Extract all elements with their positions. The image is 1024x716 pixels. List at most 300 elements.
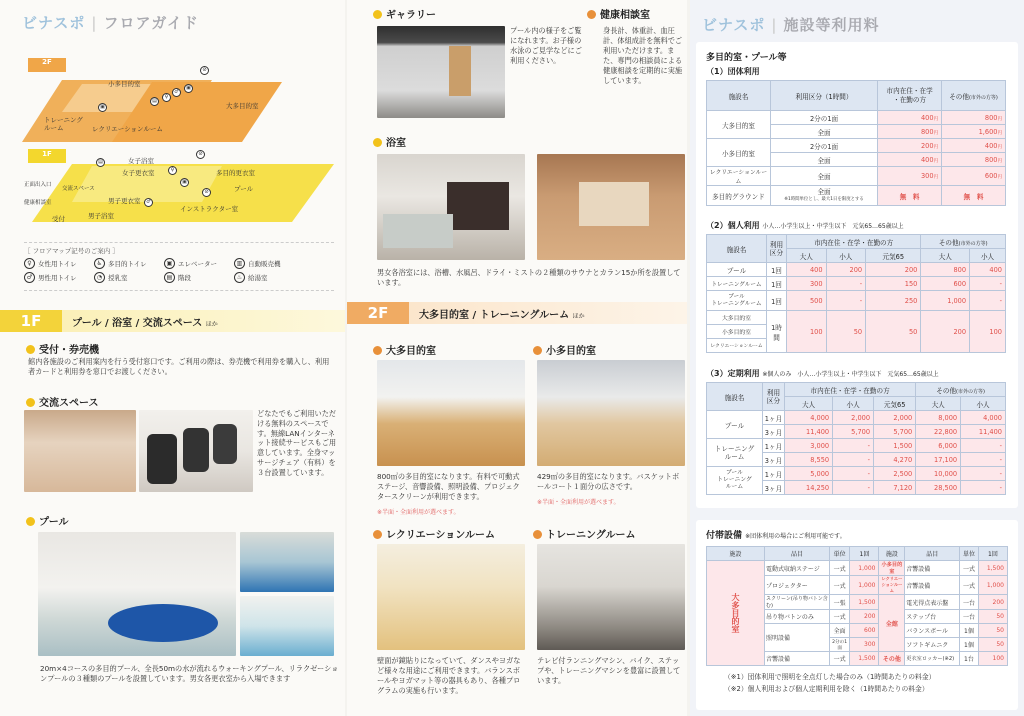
price: - [826,277,866,291]
male-toilet-icon: ♂ [144,198,153,207]
periodic-fee-table [706,382,1006,495]
price: 17,100 [916,453,961,467]
price: 8,000 [916,411,961,425]
group-fee-table [706,80,1006,206]
elevator-icon: ▣ [98,103,107,112]
periodic-use-title: （3）定期利用 [706,369,760,378]
price: 7,120 [874,481,916,495]
table-cell: 1回 [767,291,787,311]
massage-chair-photo [139,410,253,492]
table-cell: 1ヶ月 [763,467,785,481]
price: 400 [970,263,1006,277]
yen: 円 [933,130,939,136]
price: 300 [920,172,934,180]
brand-logo: ビナスポ [702,16,766,34]
heading-text: 大多目的室 [386,346,436,357]
accessible-toilet-icon: ♿ [94,258,105,269]
heading-text: 受付・券売機 [39,345,99,356]
floor-2f-label: 2F [42,58,52,66]
floor-1f-label: 1F [42,150,52,158]
heading-text: 小多目的室 [546,346,596,357]
heading-text: 浴室 [386,138,406,149]
table-cell: プール [707,263,767,277]
price: 無 料 [878,186,942,206]
elevator-icon: ▣ [180,178,189,187]
price: 800 [984,155,998,164]
th-text: その他 [936,386,957,395]
table-cell: バランスボール [905,624,960,638]
table-cell: レクリエーションルーム [879,576,905,595]
th: 施設名 [707,383,763,411]
price: 400 [920,113,934,122]
th: 市内在住・在学・在勤の方 [785,383,916,397]
th: 単位 [960,547,979,561]
map-room-label: 男子更衣室 [108,197,141,205]
table-cell: 大多目的室 [707,111,771,139]
th: 1回 [850,547,879,561]
yen: 円 [997,175,1002,180]
vending-machine-icon: ▥ [234,258,245,269]
th: 大人 [787,249,827,263]
th-text: その他 [938,238,959,247]
table-cell: ステップ台 [905,610,960,624]
footnote-1: （※1）団体利用で照明を全点灯した場合のみ（1時間あたりの料金） [724,673,936,681]
band-title: 大多目的室 / トレーニングルーム [419,309,570,321]
yokushitsu-heading [373,134,406,149]
table-cell: トレーニングルーム [707,277,767,291]
heading-text: ギャラリー [386,10,436,21]
th-sub: (市外の方等) [956,388,985,395]
bath-photo [377,154,525,260]
training-room-photo [537,544,685,650]
legend-label: 男性用トイレ [38,274,77,282]
table-cell: 1時間 [767,311,787,353]
yen: 円 [933,175,939,180]
table-cell: 1個 [960,638,979,652]
legend-item [234,272,304,283]
price: 400 [984,141,998,150]
price: - [833,467,874,481]
page-title: フロアガイド [103,14,199,32]
koryu-photo [24,410,136,492]
band-title: プール / 浴室 / 交流スペース [72,317,203,329]
table-cell: プール トレーニングルーム [707,291,767,311]
sauna-photo [537,154,685,260]
th: 1回 [978,547,1007,561]
table-cell: 全面 [817,187,831,196]
heading-text: トレーニングルーム [546,530,636,541]
brand-logo: ビナスポ [22,14,86,32]
table-cell: 全館 [879,595,905,652]
price: 6,000 [916,439,961,453]
small-hall-photo [537,360,685,466]
sho-heading [533,342,596,357]
stairs-icon: ▤ [164,272,175,283]
table-cell: 一式 [960,576,979,595]
price: 5,700 [833,425,874,439]
price: 1,600 [978,127,998,136]
th: 元気65 [866,249,921,263]
yen: 円 [997,130,1002,136]
price: 400 [920,155,934,164]
map-room-label: 女子更衣室 [122,169,155,177]
training-heading [533,526,636,541]
legend-item [164,272,234,283]
price: 14,250 [785,481,833,495]
yen: 円 [933,116,939,122]
th-sub: (市外の方等) [968,94,998,101]
yen: 円 [933,144,939,150]
personal-fee-table [706,234,1006,353]
table-cell: 2分の1面 [770,139,877,153]
section-band-2f [347,302,687,324]
group-use-title: （1）団体利用 [706,67,760,76]
female-toilet-icon: ♀ [24,258,35,269]
heading-text: 交流スペース [39,398,99,409]
price: 4,270 [874,453,916,467]
price: 300 [787,277,827,291]
section-title: 多目的室・プール等 [706,53,787,63]
large-hall-photo [377,360,525,466]
price: 28,500 [916,481,961,495]
th: 品目 [905,547,960,561]
table-cell: 1ヶ月 [763,411,785,425]
th: 施設名 [707,81,771,111]
fee-heading: ビナスポ | 施設等利用料 [702,16,880,34]
no-entry-icon: ⊘ [196,150,205,159]
table-cell: 音響設備 [905,576,960,595]
stairs-icon: ▤ [96,158,105,167]
legend-label: 自動販売機 [248,260,281,268]
personal-note: 小人…小学生以上・中学生以下 元気65…65歳以上 [762,223,904,230]
table-cell: 1台 [960,652,979,666]
price: - [961,453,1006,467]
price: 500 [787,291,827,311]
price: 100 [978,652,1007,666]
legend-item [94,258,164,269]
price: 50 [978,610,1007,624]
band-floor-label: 2F [367,304,389,322]
gallery-text: プール内の様子をご覧になれます。お子様の水泳のご見学などにご利用ください。 [510,26,582,65]
price: - [961,481,1006,495]
price: - [833,453,874,467]
map-legend [24,242,334,291]
price: - [833,481,874,495]
map-room-label: レクリエーションルーム [92,125,163,133]
periodic-note: ※個人のみ 小人…小学生以上・中学生以下 元気65…65歳以上 [762,371,939,378]
price: 800 [921,263,970,277]
price: 600 [921,277,970,291]
price: 800 [984,113,998,122]
sho-text: 429㎡の多目的室になります。バスケットボールコート１面分の広さです。 [537,472,680,491]
price: 5,000 [785,467,833,481]
price: 50 [978,638,1007,652]
table-cell: 電動式収納ステージ [765,561,830,576]
table-cell: スクリーン(吊り物バトン含む) [766,596,828,609]
map-room-label: 交流スペース [62,186,95,192]
legend-title: ［ フロアマップ記号のご案内 ］ [24,247,119,255]
price: 200 [850,610,879,624]
yen: 円 [997,144,1002,150]
yen: 円 [997,116,1002,122]
section-band-1f [0,310,345,332]
map-room-label: 小多目的室 [108,80,141,88]
table-cell: 1回 [767,277,787,291]
th: 市内在住・在学 ・在勤の方 [878,81,942,111]
band-hoka: ほか [572,312,585,320]
table-cell: その他 [879,652,905,666]
th: 大人 [921,249,970,263]
price: 22,800 [916,425,961,439]
th-text: その他 [949,92,969,101]
koryu-text: どなたでもご利用いただける無料のスペースです。無線LANインターネット接続サービスもご用意しています。全身マッサージチェア（有料）を３台設置しています。 [257,409,337,477]
training-text: テレビ付ランニングマシン、バイク、ステップや、トレーニングマシンを豊富に設置しています。 [537,656,681,685]
price: 1,000 [850,561,879,576]
male-toilet-icon: ♂ [172,88,181,97]
recreation-room-photo [377,544,525,650]
rec-text: 壁面が鏡貼りになっていて、ダンスやヨガなど様々な用途にご利用できます。バランスボールやヨガマット等の器具もあり、各種プログラムの実施も行います。 [377,656,521,695]
th: 小人 [833,397,874,411]
table-cell: 1個 [960,624,979,638]
page-title: 施設等利用料 [783,16,880,34]
walking-pool-photo [240,532,334,592]
elevator-icon: ▣ [164,258,175,269]
table-cell: 一式 [829,576,850,595]
table-cell: 更衣室ロッカー(※2) [905,652,960,666]
yen: 円 [933,158,939,164]
th: 施設名 [707,235,767,263]
price: 無 料 [942,186,1006,206]
table-cell: レクリエーションルーム [707,339,767,353]
table-cell: 1回 [767,263,787,277]
no-entry-icon: ⊘ [200,66,209,75]
table-cell: 一台 [960,610,979,624]
price: 250 [866,291,921,311]
price: 11,400 [785,425,833,439]
price: 2,500 [874,467,916,481]
table-cell: 全面 [770,125,877,139]
table-cell: 小多目的室 [707,139,771,167]
dai-text: 800㎡の多目的室になります。有料で可動式ステージ、音響設備、照明設備、プロジェクタースクリーンが利用できます。 [377,472,520,501]
map-room-label: プール [234,185,254,193]
price: 1,500 [874,439,916,453]
th: 利用区分（1時間） [770,81,877,111]
uketsuke-heading [26,341,99,356]
price: 10,000 [916,467,961,481]
price: 100 [970,311,1006,353]
table-cell: 照明設備 [765,624,830,652]
table-cell: 2分の1面 [770,111,877,125]
table-cell: 大多目的室 [707,561,765,666]
female-toilet-icon: ♀ [168,166,177,175]
th: 施設 [879,547,905,561]
price: 1,000 [850,576,879,595]
th-sub: (市外の方等) [958,240,988,247]
sho-note: ※半面・全面利用が選べます。 [537,499,620,506]
price: 200 [978,595,1007,610]
heading-text: 健康相談室 [600,10,650,21]
table-cell: 3ヶ月 [763,425,785,439]
legend-label: 多目的トイレ [108,260,147,268]
legend-label: 階段 [178,274,191,282]
legend-item [234,258,304,269]
price: 800 [920,127,934,136]
kenko-text: 身長計、体重計、血圧計、体組成計を無料でご利用いただけます。また、専門の相談員による健康相談を定期的に実施しています。 [603,26,683,85]
table-cell: 多目的グラウンド [707,186,771,206]
map-room-label: 健康相談室 [24,200,52,206]
legend-label: 女性用トイレ [38,260,77,268]
th: 施設 [707,547,765,561]
no-entry-icon: ⊘ [202,188,211,197]
price: - [970,277,1006,291]
map-room-label: 男子浴室 [88,212,114,220]
table-cell: 吊り物バトンのみ [765,610,830,624]
map-room-label: トレーニング ルーム [44,116,83,132]
price: 600 [850,624,879,638]
price: 100 [787,311,827,353]
facility-panel [347,0,687,716]
table-cell: 一台 [960,595,979,610]
pool-heading [26,513,69,528]
elevator-icon: ▣ [184,84,193,93]
legend-item [164,258,234,269]
table-cell: 小多目的室 [707,325,767,339]
table-cell: 全面 [770,153,877,167]
price: 1,500 [850,652,879,666]
relaxation-pool-photo [240,596,334,656]
legend-label: 給湯室 [248,274,268,282]
pool-text: 20m×4コースの多目的プール、全長50mの水が流れるウォーキングプール、リラクゼーションプールの３種類のプールを設置しています。男女各更衣室から入場できます [40,664,339,683]
pool-main-photo [38,532,236,656]
table-cell: 2分の1面 [829,638,850,652]
th: 小人 [961,397,1006,411]
price: 50 [826,311,866,353]
th: 小人 [826,249,866,263]
table-cell: 3ヶ月 [763,481,785,495]
table-cell: プロジェクター [765,576,830,595]
price: - [833,439,874,453]
price: 400 [787,263,827,277]
table-cell: レクリエーションルーム [707,167,771,186]
price: 200 [921,311,970,353]
heading-text: レクリエーションルーム [386,530,495,541]
legend-item [94,272,164,283]
stairs-icon: ▤ [150,97,159,106]
table-cell: プール [707,411,763,439]
price: 2,000 [874,411,916,425]
yen: 円 [997,158,1002,164]
price: 50 [866,311,921,353]
equipment-fee-table [706,546,1008,666]
th: 元気65 [874,397,916,411]
map-room-label: 正面出入口 [24,182,52,188]
price: - [961,439,1006,453]
price: 1,500 [850,595,879,610]
hot-water-icon: ♨ [234,272,245,283]
price: 2,000 [833,411,874,425]
price: 200 [826,263,866,277]
table-cell: 音響設備 [765,652,830,666]
table-cell: 一式 [829,561,850,576]
table-cell: 一式 [829,652,850,666]
uketsuke-text: 館内各施設のご利用案内を行う受付窓口です。ご利用の際は、券売機で利用券を購入し、利用者カードと利用券を窓口でお渡しください。 [28,357,330,376]
map-room-label: 受付 [52,215,65,223]
yokushitsu-text: 男女各浴室には、浴槽、水風呂、ドライ・ミストの２種類のサウナとカラン15か所を設置しています。 [377,268,681,287]
cell-note: ※1時間単位とし、最大1日を限度とする [784,196,864,202]
price: 300 [850,638,879,652]
table-cell: 一式 [829,610,850,624]
band-hoka: ほか [205,320,218,328]
koryu-heading [26,394,99,409]
nursing-room-icon: ◔ [94,272,105,283]
th: 小人 [970,249,1006,263]
legend-item [24,258,94,269]
legend-label: 授乳室 [108,274,128,282]
price: 200 [920,141,934,150]
price: 150 [866,277,921,291]
price: 8,550 [785,453,833,467]
price: 11,400 [961,425,1006,439]
gallery-photo [377,26,505,118]
price: 1,000 [921,291,970,311]
price: 200 [866,263,921,277]
price: - [826,291,866,311]
equipment-note: ※団体利用の場合にご利用可能です。 [745,533,846,540]
table-cell: 一張 [829,595,850,610]
table-cell: 大多目的室 [707,311,767,325]
male-toilet-icon: ♂ [24,272,35,283]
kenko-heading [587,6,650,21]
table-cell: 3ヶ月 [763,453,785,467]
price: 1,000 [978,576,1007,595]
price: 5,700 [874,425,916,439]
legend-item [24,272,94,283]
personal-use-title: （2）個人利用 [706,221,760,230]
floor-guide-panel [0,0,345,716]
map-room-label: 女子浴室 [128,157,154,165]
map-room-label: インストラクター室 [180,205,239,213]
dai-note: ※半面・全面利用が選べます。 [377,509,460,516]
price: 4,000 [961,411,1006,425]
th: 大人 [785,397,833,411]
table-cell: ソフトギムニク [905,638,960,652]
female-toilet-icon: ♀ [162,93,171,102]
price: 4,000 [785,411,833,425]
table-cell: 音響設備 [905,561,960,576]
equipment-title: 付帯設備 [706,531,743,541]
table-cell: 全面 [829,624,850,638]
map-room-label: 大多目的室 [226,102,259,110]
dai-heading [373,342,436,357]
fee-panel [690,0,1024,716]
th: 品目 [765,547,830,561]
price: - [970,291,1006,311]
th: 市内在住・在学・在勤の方 [787,235,921,249]
rec-heading [373,526,495,541]
th: 利用 区分 [763,383,785,411]
table-cell: 一式 [960,561,979,576]
th: 単位 [829,547,850,561]
table-cell: トレーニング ルーム [707,439,763,467]
map-room-label: 多目的更衣室 [216,169,255,177]
gallery-heading [373,6,436,21]
table-cell: 1ヶ月 [763,439,785,453]
table-cell: 電光得点表示盤 [905,595,960,610]
table-cell: 小多目的室 [879,561,905,576]
price: 600 [984,172,998,180]
price: 50 [978,624,1007,638]
table-cell: 全面 [770,167,877,186]
